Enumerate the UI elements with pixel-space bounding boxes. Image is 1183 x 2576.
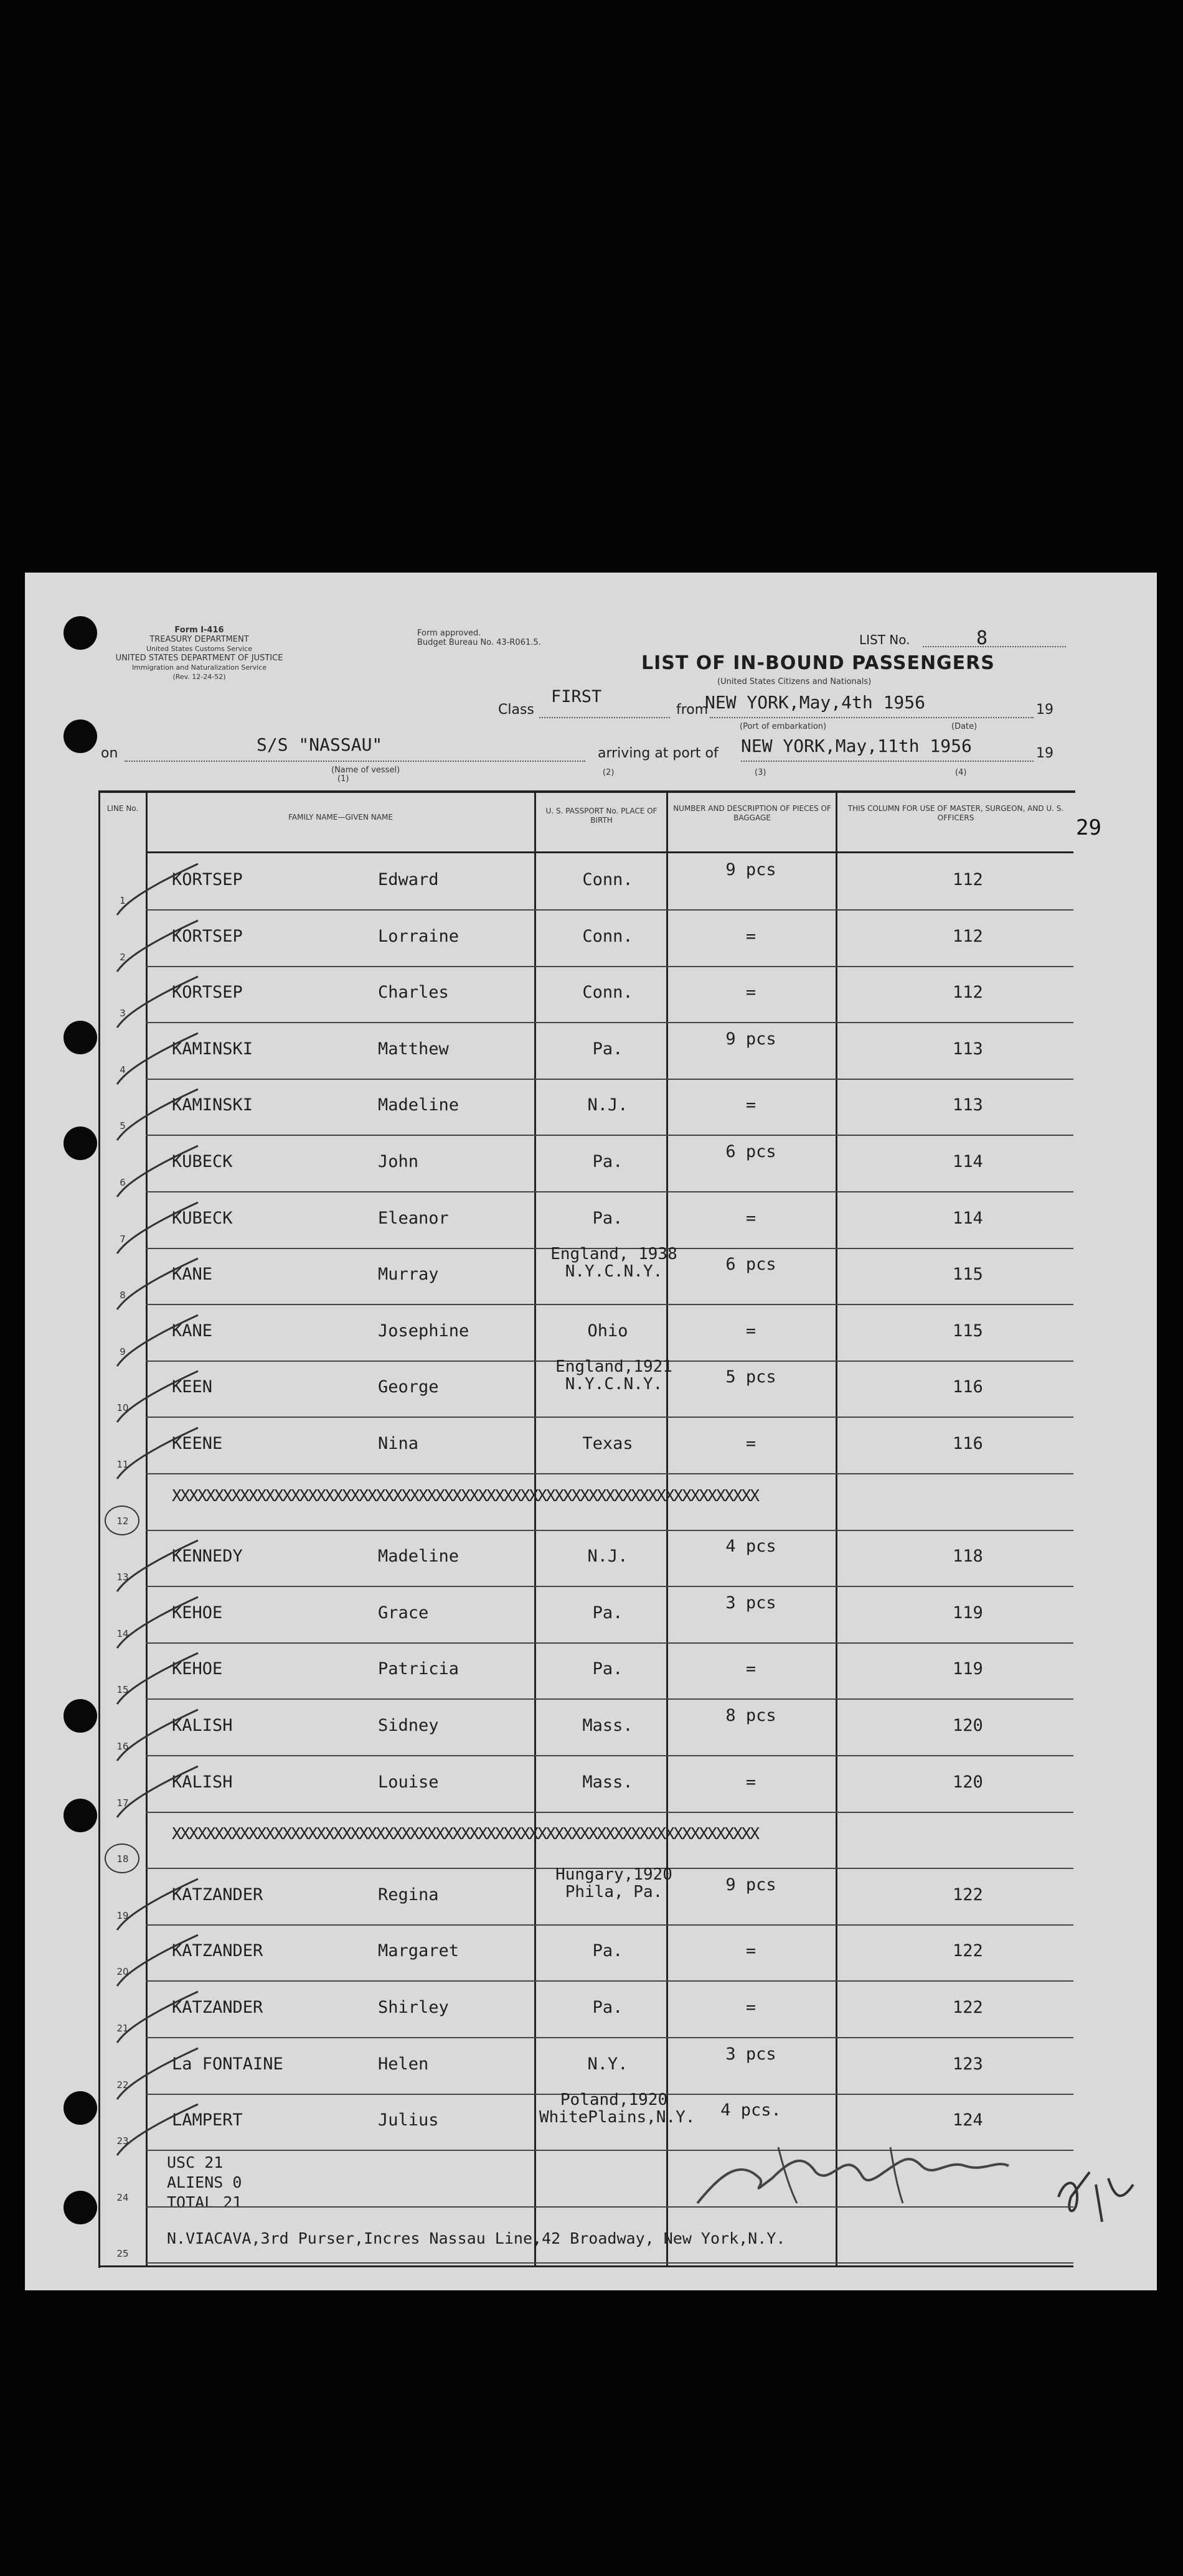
given-name: Grace [378,1603,429,1623]
line-number: 9 [120,1346,126,1357]
officer-code: 113 [953,1095,983,1115]
line-number: 15 [116,1684,129,1695]
line-number: 6 [120,1177,126,1188]
port-embarkation-label: (Port of embarkation) [740,722,827,731]
officer-code: 114 [953,1152,983,1171]
baggage-count: = [745,1434,756,1453]
place-of-birth: England, 1938 [550,1245,677,1263]
place-of-birth: Poland,1920 [560,2091,668,2109]
baggage-count: 6 pcs [725,1142,776,1161]
baggage-count: 8 pcs [725,1706,776,1725]
baggage-count: 3 pcs [725,2044,776,2064]
row-rule [146,1191,1073,1192]
given-name: Nina [378,1434,419,1453]
place-of-birth: Conn. [582,983,633,1002]
department-block [93,625,305,681]
baggage-count: 5 pcs [725,1367,776,1387]
struck-entry: XXXXXXXXXXXXXXXXXXXXXXXXXXXXXXXXXXXXXXXXXXXXXXXXXXXXXXXXXXXXXXXXXXXXX [172,1487,759,1506]
place-of-birth: Mass. [582,1716,633,1735]
row-rule [146,1755,1073,1756]
header-name: FAMILY NAME—GIVEN NAME [288,813,393,822]
column-index-4: (4) [955,768,967,777]
list-number-label: LIST No. [859,632,910,647]
punch-hole [64,616,97,650]
family-name: LAMPERT [172,2110,243,2130]
row-rule [146,1980,1073,1982]
place-of-birth: N.Y. [587,2054,628,2074]
baggage-count: 9 pcs [725,860,776,879]
punch-hole [64,719,97,753]
row-rule [146,2206,1073,2208]
officer-code: 115 [953,1265,983,1284]
line-number: 12 [116,1515,129,1527]
baggage-count: = [745,1998,756,2017]
line-number: 13 [116,1571,129,1583]
vessel-name: S/S "NASSAU" [257,734,383,755]
treasury-dept: TREASURY DEPARTMENT [149,635,249,644]
given-name: John [378,1152,419,1171]
given-name: Helen [378,2054,429,2074]
row-rule [146,1473,1073,1474]
line-number: 20 [116,1966,129,1977]
arriving-label: arriving at port of [598,746,719,761]
row-rule [146,1304,1073,1305]
line-number: 23 [116,2135,129,2147]
header-baggage: NUMBER AND DESCRIPTION OF PIECES OF BAGGAGE [673,804,831,822]
on-label: on [101,746,118,761]
form-number: Form I-416 [174,625,224,635]
place-of-birth: N.J. [587,1095,628,1115]
family-name: KEHOE [172,1659,223,1679]
year-suffix-2: 19 [1036,746,1053,761]
col-divider [836,790,837,2265]
family-name: KAMINSKI [172,1095,253,1115]
circled-line-mark [105,1506,139,1535]
officer-code: 119 [953,1659,983,1679]
revision: (Rev. 12-24-52) [172,673,226,681]
officer-code: 120 [953,1716,983,1735]
family-name: KEEN [172,1377,213,1397]
line-number: 19 [116,1910,129,1921]
struck-entry: XXXXXXXXXXXXXXXXXXXXXXXXXXXXXXXXXXXXXXXXXXXXXXXXXXXXXXXXXXXXXXXXXXXXX [172,1825,759,1843]
given-name: Lorraine [378,927,460,946]
place-of-birth: N.J. [587,1547,628,1566]
class-label: Class [498,702,534,718]
family-name: La FONTAINE [172,2054,283,2074]
line-number: 25 [116,2248,129,2259]
given-name: Margaret [378,1941,460,1960]
column-index-2: (2) [603,768,615,777]
officer-code: 120 [953,1773,983,1792]
officer-code: 118 [953,1547,983,1566]
given-name: Patricia [378,1659,460,1679]
total-aliens: ALIENS 0 [167,2173,242,2191]
line-number: 8 [120,1290,126,1301]
place-of-birth: Pa. [592,1039,623,1059]
list-number-line [923,646,1066,647]
officer-code: 112 [953,870,983,889]
baggage-count: = [745,1773,756,1792]
baggage-count: = [745,1209,756,1228]
family-name: KATZANDER [172,1885,263,1904]
line-number: 5 [120,1120,126,1131]
officer-code: 113 [953,1039,983,1059]
approval-block [417,629,541,647]
row-rule [146,1924,1073,1926]
officer-code: 116 [953,1377,983,1397]
family-name: KORTSEP [172,870,243,889]
col-divider [666,790,668,2265]
line-number: 16 [116,1741,129,1752]
row-rule [146,909,1073,911]
punch-hole [64,2191,97,2224]
line-number: 18 [116,1853,129,1865]
row-rule [146,1135,1073,1136]
arrival-value: NEW YORK,May,11th 1956 [741,736,972,756]
officer-code: 122 [953,1941,983,1960]
baggage-count: = [745,983,756,1002]
given-name: Madeline [378,1547,460,1566]
punch-hole [64,1799,97,1832]
page-number: 29 [1076,815,1101,840]
initials-mark [1046,2160,1146,2234]
passenger-table [98,790,1075,2268]
check-mark [98,2096,204,2164]
header-passport: U. S. PASSPORT No. PLACE OF BIRTH [545,807,657,825]
given-name: Sidney [378,1716,439,1735]
ins-service: Immigration and Naturalization Service [131,663,267,672]
place-of-birth: Pa. [592,1152,623,1171]
line-number: 14 [116,1628,129,1639]
total-all: TOTAL 21 [167,2193,242,2211]
from-line [710,717,1034,718]
place-of-birth: Pa. [592,1941,623,1960]
place-of-birth-line2: WhitePlains,N.Y. [539,2108,695,2127]
baggage-count: 6 pcs [725,1255,776,1274]
row-rule [146,1022,1073,1023]
given-name: Madeline [378,1095,460,1115]
line-number: 2 [120,952,126,963]
punch-hole [64,2091,97,2125]
baggage-count: 4 pcs. [720,2101,781,2120]
officer-code: 115 [953,1321,983,1341]
given-name: Louise [378,1773,439,1792]
row-rule [146,1417,1073,1418]
line-number: 22 [116,2079,129,2091]
given-name: Eleanor [378,1209,449,1228]
form-approved: Form approved. [417,629,481,638]
line-number: 3 [120,1008,126,1019]
line-number: 21 [116,2023,129,2034]
line-number: 11 [116,1459,129,1470]
customs-service: United States Customs Service [146,645,252,653]
place-of-birth-line2: N.Y.C.N.Y. [565,1375,663,1393]
row-rule [146,1079,1073,1080]
place-of-birth: Pa. [592,1209,623,1228]
header-officers: THIS COLUMN FOR USE OF MASTER, SURGEON, AND U. S. OFFICERS [847,804,1064,822]
given-name: Matthew [378,1039,449,1059]
row-rule [146,1698,1073,1700]
place-of-birth: Pa. [592,1603,623,1623]
family-name: KATZANDER [172,1941,263,1960]
place-of-birth: Pa. [592,1998,623,2017]
family-name: KAMINSKI [172,1039,253,1059]
family-name: KORTSEP [172,927,243,946]
family-name: KATZANDER [172,1998,263,2017]
row-rule [146,2037,1073,2038]
col-divider [534,790,536,2265]
officer-code: 114 [953,1209,983,1228]
line-number: 17 [116,1797,129,1809]
check-mark [98,1419,204,1487]
header-rule [146,851,1073,853]
baggage-count: 4 pcs [725,1537,776,1556]
from-label: from [676,702,709,718]
year-suffix-1: 19 [1036,702,1053,718]
vessel-line [125,761,585,762]
family-name: KORTSEP [172,983,243,1002]
budget-bureau: Budget Bureau No. 43-R061.5. [417,638,541,647]
place-of-birth: England,1921 [555,1357,672,1376]
baggage-count: = [745,1095,756,1115]
officer-code: 124 [953,2110,983,2130]
family-name: KEENE [172,1434,223,1453]
embarkation-value: NEW YORK,May,4th 1956 [705,692,926,713]
list-number-value: 8 [976,627,988,649]
page-title: LIST OF IN-BOUND PASSENGERS [641,652,995,674]
place-of-birth: Conn. [582,870,633,889]
column-index-3: (3) [755,768,766,777]
given-name: Julius [378,2110,439,2130]
row-rule [146,966,1073,967]
family-name: KALISH [172,1773,233,1792]
class-value: FIRST [551,687,602,706]
officer-code: 112 [953,927,983,946]
total-usc: USC 21 [167,2153,224,2171]
officer-code: 119 [953,1603,983,1623]
place-of-birth: Conn. [582,927,633,946]
given-name: George [378,1377,439,1397]
given-name: Edward [378,870,439,889]
circled-line-mark [105,1843,139,1873]
row-rule [146,2262,1073,2264]
baggage-count: = [745,1659,756,1679]
given-name: Charles [378,983,449,1002]
row-rule [146,2150,1073,2151]
given-name: Shirley [378,1998,449,2017]
officer-code: 116 [953,1434,983,1453]
line-number: 1 [120,895,126,906]
given-name: Murray [378,1265,439,1284]
officer-code: 112 [953,983,983,1002]
line-number: 24 [116,2192,129,2203]
officer-signature [685,2135,1058,2216]
baggage-count: = [745,1321,756,1341]
baggage-count: = [745,1941,756,1960]
row-rule [146,1812,1073,1813]
arriving-line [741,761,1034,762]
line-number: 7 [120,1234,126,1245]
punch-hole [64,1021,97,1054]
row-rule [146,1530,1073,1531]
family-name: KEHOE [172,1603,223,1623]
header-line-no: LINE No. [106,804,139,813]
vessel-label: (Name of vessel) [331,766,400,775]
officer-code: 123 [953,2054,983,2074]
baggage-count: = [745,927,756,946]
check-mark [98,1758,204,1826]
bottom-rule [98,2265,1073,2267]
place-of-birth-line2: N.Y.C.N.Y. [565,1262,663,1281]
given-name: Regina [378,1885,439,1904]
place-of-birth: Ohio [587,1321,628,1341]
place-of-birth: Texas [582,1434,633,1453]
baggage-count: 9 pcs [725,1875,776,1895]
place-of-birth: Pa. [592,1659,623,1679]
given-name: Josephine [378,1321,469,1341]
line-number: 10 [116,1402,129,1413]
family-name: KANE [172,1321,213,1341]
baggage-count: 9 pcs [725,1029,776,1049]
family-name: KALISH [172,1716,233,1735]
officer-code: 122 [953,1998,983,2017]
row-rule [146,1586,1073,1587]
purser-footer: N.VIACAVA,3rd Purser,Incres Nassau Line,42 Broadway, New York,N.Y. [167,2229,786,2247]
class-line [539,717,670,718]
family-name: KUBECK [172,1209,233,1228]
punch-hole [64,1699,97,1733]
family-name: KENNEDY [172,1547,243,1566]
justice-dept: UNITED STATES DEPARTMENT OF JUSTICE [115,653,283,663]
officer-code: 122 [953,1885,983,1904]
row-rule [146,1642,1073,1644]
form-sheet [25,573,1157,2290]
line-number: 4 [120,1064,126,1075]
page-subtitle: (United States Citizens and Nationals) [717,677,872,686]
baggage-count: 3 pcs [725,1593,776,1613]
date-label-1: (Date) [951,722,978,731]
family-name: KUBECK [172,1152,233,1171]
punch-hole [64,1126,97,1160]
column-index-1: (1) [337,774,349,784]
place-of-birth-line2: Phila, Pa. [565,1883,663,1901]
place-of-birth: Hungary,1920 [555,1865,672,1884]
place-of-birth: Mass. [582,1773,633,1792]
family-name: KANE [172,1265,213,1284]
